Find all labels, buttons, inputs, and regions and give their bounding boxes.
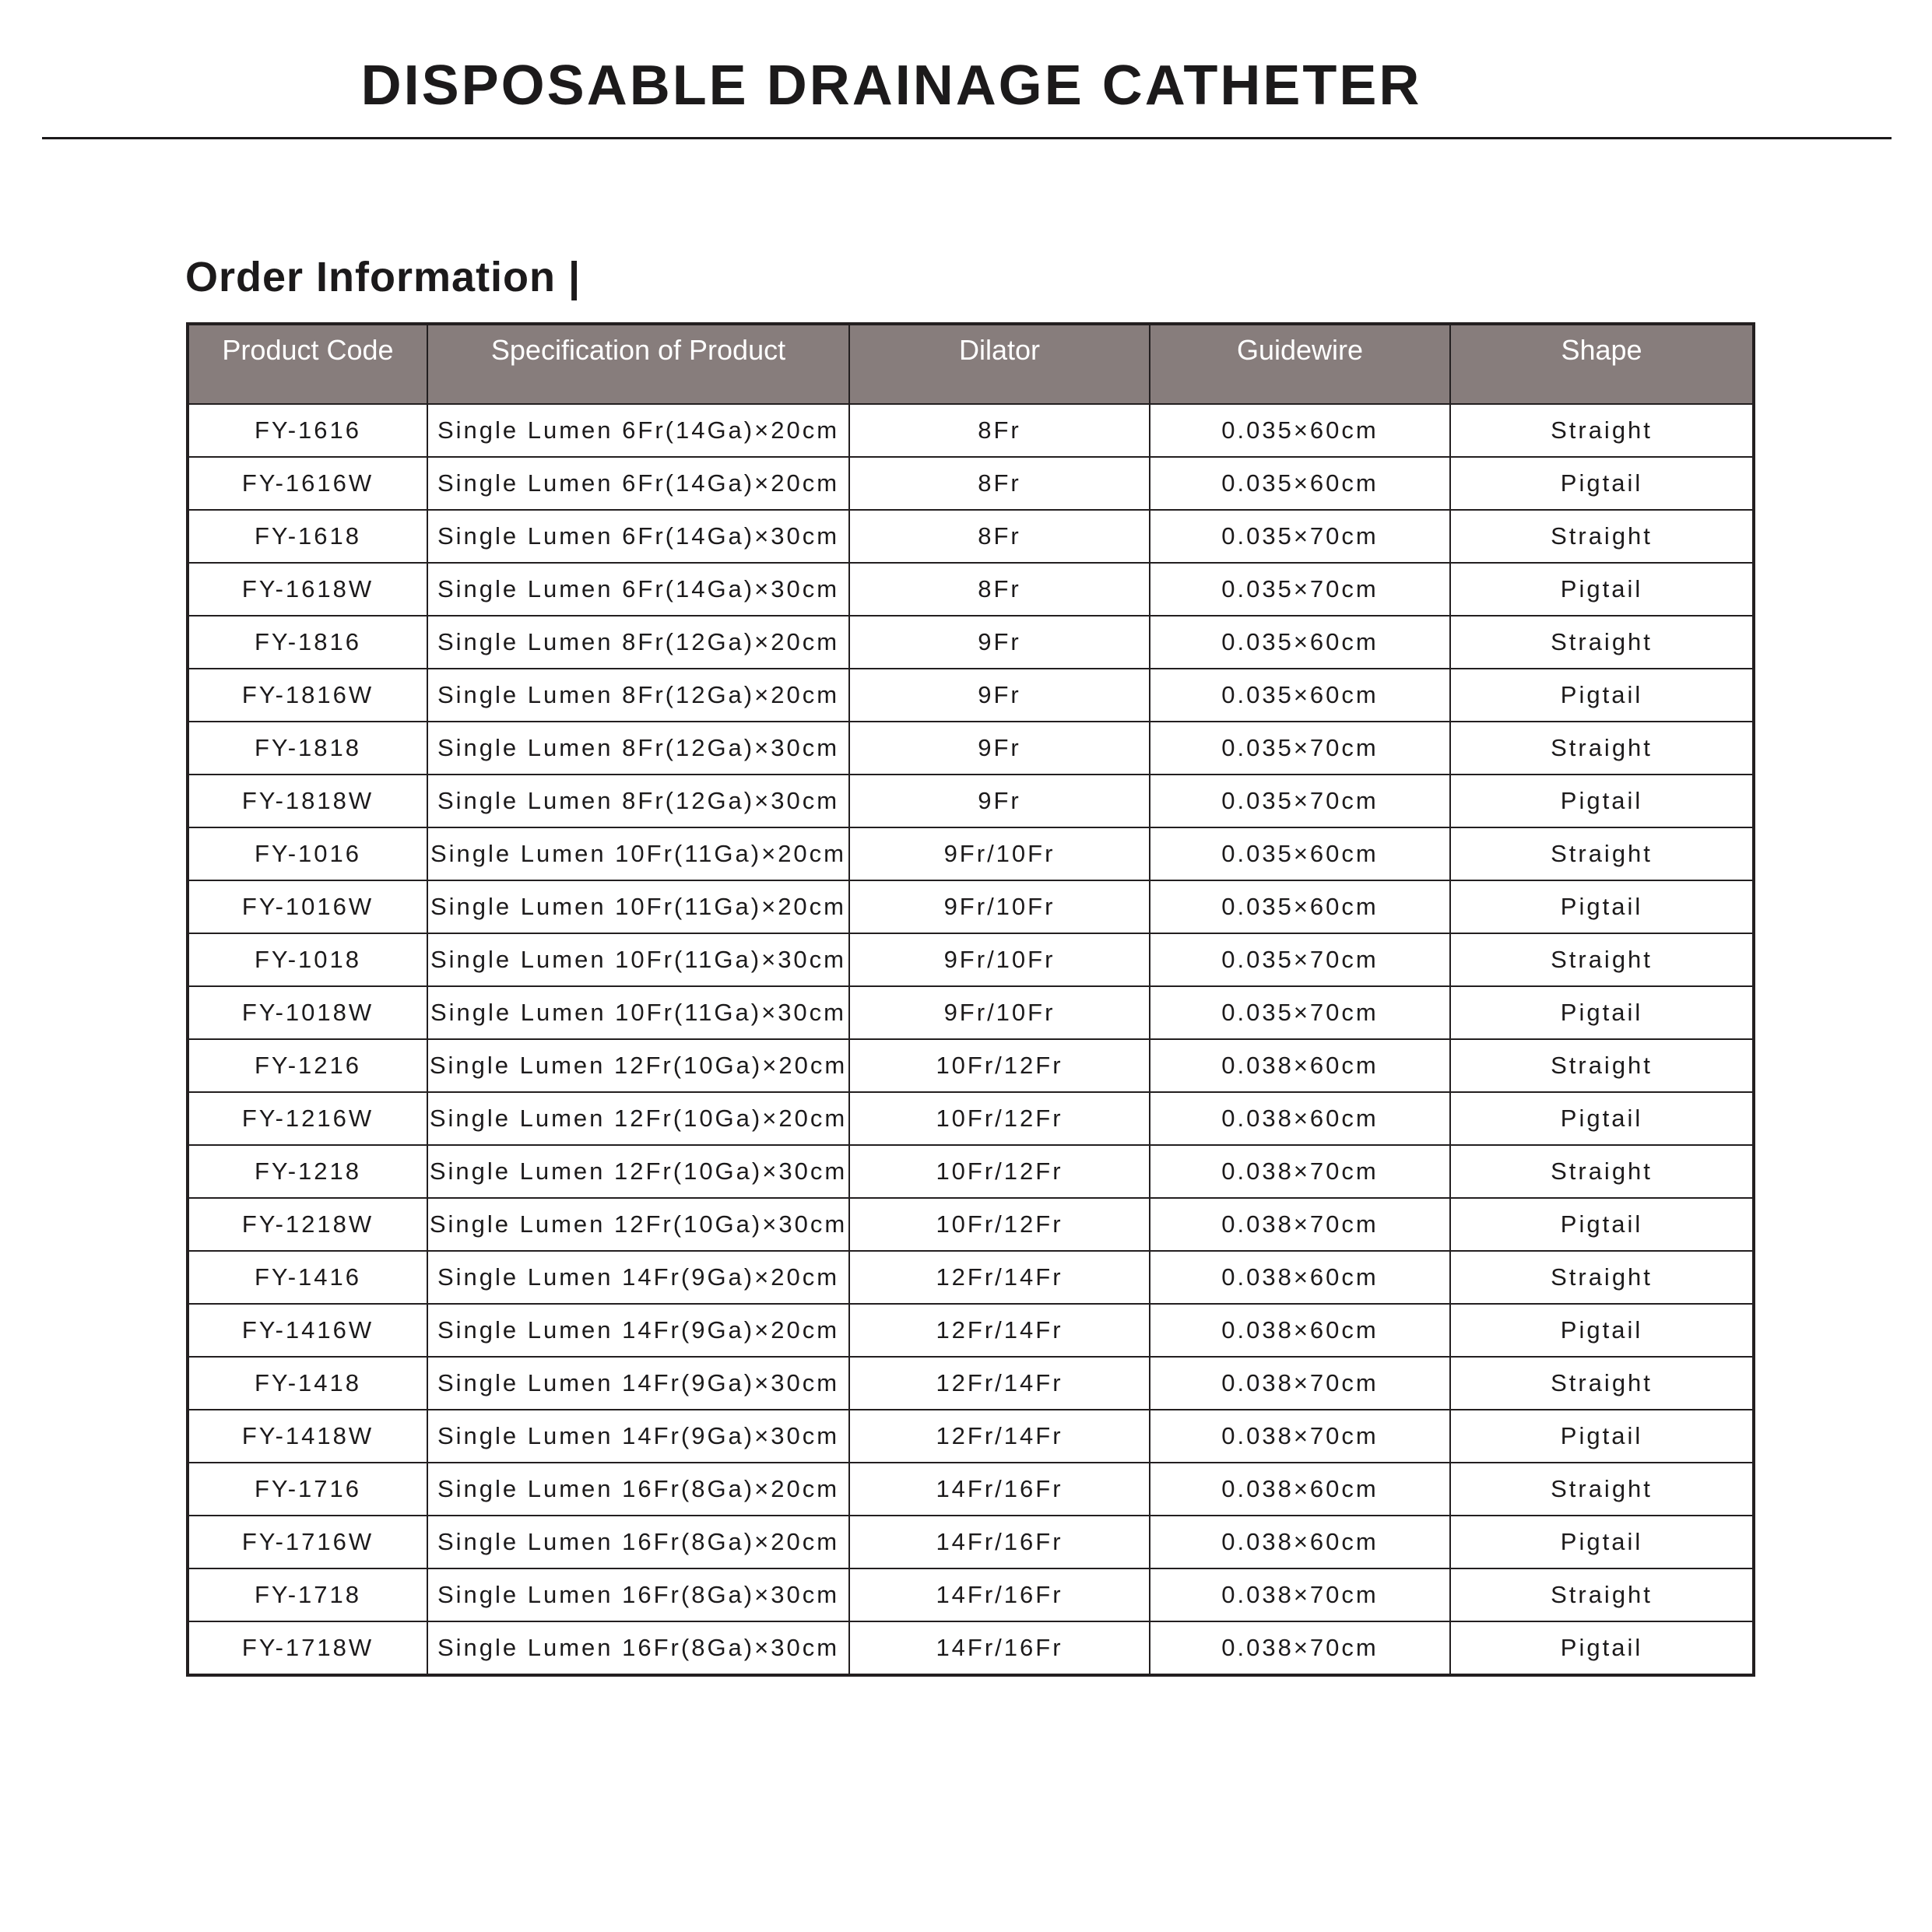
cell-specification: Single Lumen 10Fr(11Ga)×30cm bbox=[427, 986, 849, 1039]
table-row bbox=[188, 616, 1754, 669]
cell-specification: Single Lumen 10Fr(11Ga)×20cm bbox=[427, 827, 849, 880]
cell-guidewire: 0.038×60cm bbox=[1150, 1251, 1450, 1304]
cell-shape: Pigtail bbox=[1450, 1516, 1754, 1568]
cell-specification: Single Lumen 16Fr(8Ga)×30cm bbox=[427, 1621, 849, 1675]
header-shape: Shape bbox=[1450, 324, 1754, 404]
cell-dilator: 8Fr bbox=[849, 457, 1150, 510]
table-body bbox=[188, 404, 1754, 1675]
table-row bbox=[188, 1304, 1754, 1357]
cell-specification: Single Lumen 8Fr(12Ga)×20cm bbox=[427, 616, 849, 669]
cell-dilator: 10Fr/12Fr bbox=[849, 1198, 1150, 1251]
cell-specification: Single Lumen 12Fr(10Ga)×30cm bbox=[427, 1145, 849, 1198]
cell-product-code: FY-1018 bbox=[188, 933, 427, 986]
cell-dilator: 9Fr bbox=[849, 722, 1150, 775]
header-specification: Specification of Product bbox=[427, 324, 849, 404]
table-row bbox=[188, 986, 1754, 1039]
cell-specification: Single Lumen 6Fr(14Ga)×30cm bbox=[427, 563, 849, 616]
cell-guidewire: 0.038×70cm bbox=[1150, 1198, 1450, 1251]
cell-specification: Single Lumen 16Fr(8Ga)×20cm bbox=[427, 1516, 849, 1568]
cell-specification: Single Lumen 14Fr(9Ga)×20cm bbox=[427, 1304, 849, 1357]
cell-dilator: 12Fr/14Fr bbox=[849, 1357, 1150, 1410]
table-row bbox=[188, 1039, 1754, 1092]
cell-shape: Pigtail bbox=[1450, 563, 1754, 616]
table-row bbox=[188, 827, 1754, 880]
cell-guidewire: 0.035×70cm bbox=[1150, 510, 1450, 563]
cell-product-code: FY-1016 bbox=[188, 827, 427, 880]
cell-shape: Pigtail bbox=[1450, 669, 1754, 722]
cell-dilator: 10Fr/12Fr bbox=[849, 1092, 1150, 1145]
cell-dilator: 8Fr bbox=[849, 563, 1150, 616]
cell-dilator: 14Fr/16Fr bbox=[849, 1568, 1150, 1621]
cell-specification: Single Lumen 14Fr(9Ga)×20cm bbox=[427, 1251, 849, 1304]
table-row bbox=[188, 404, 1754, 457]
cell-dilator: 9Fr/10Fr bbox=[849, 827, 1150, 880]
cell-guidewire: 0.038×60cm bbox=[1150, 1039, 1450, 1092]
document-title: DISPOSABLE DRAINAGE CATHETER bbox=[360, 54, 1422, 117]
table-row bbox=[188, 722, 1754, 775]
cell-dilator: 9Fr/10Fr bbox=[849, 880, 1150, 933]
cell-product-code: FY-1016W bbox=[188, 880, 427, 933]
cell-product-code: FY-1218W bbox=[188, 1198, 427, 1251]
cell-specification: Single Lumen 16Fr(8Ga)×30cm bbox=[427, 1568, 849, 1621]
cell-guidewire: 0.038×70cm bbox=[1150, 1568, 1450, 1621]
cell-guidewire: 0.035×60cm bbox=[1150, 616, 1450, 669]
table-row bbox=[188, 510, 1754, 563]
cell-guidewire: 0.038×70cm bbox=[1150, 1410, 1450, 1463]
cell-product-code: FY-1618 bbox=[188, 510, 427, 563]
cell-guidewire: 0.038×60cm bbox=[1150, 1463, 1450, 1516]
cell-specification: Single Lumen 6Fr(14Ga)×30cm bbox=[427, 510, 849, 563]
cell-dilator: 10Fr/12Fr bbox=[849, 1145, 1150, 1198]
cell-product-code: FY-1218 bbox=[188, 1145, 427, 1198]
cell-guidewire: 0.035×70cm bbox=[1150, 563, 1450, 616]
cell-product-code: FY-1816 bbox=[188, 616, 427, 669]
cell-product-code: FY-1416W bbox=[188, 1304, 427, 1357]
header-dilator: Dilator bbox=[849, 324, 1150, 404]
cell-shape: Straight bbox=[1450, 1145, 1754, 1198]
cell-shape: Pigtail bbox=[1450, 457, 1754, 510]
cell-specification: Single Lumen 10Fr(11Ga)×30cm bbox=[427, 933, 849, 986]
cell-shape: Straight bbox=[1450, 933, 1754, 986]
cell-shape: Straight bbox=[1450, 1357, 1754, 1410]
cell-specification: Single Lumen 6Fr(14Ga)×20cm bbox=[427, 457, 849, 510]
table-row bbox=[188, 1251, 1754, 1304]
table-row bbox=[188, 1568, 1754, 1621]
table-row bbox=[188, 563, 1754, 616]
cell-product-code: FY-1716 bbox=[188, 1463, 427, 1516]
table-row bbox=[188, 1198, 1754, 1251]
cell-shape: Straight bbox=[1450, 510, 1754, 563]
cell-shape: Pigtail bbox=[1450, 1621, 1754, 1675]
section-heading: Order Information | bbox=[185, 254, 581, 300]
cell-dilator: 8Fr bbox=[849, 404, 1150, 457]
cell-guidewire: 0.035×60cm bbox=[1150, 404, 1450, 457]
table-header bbox=[188, 324, 1754, 404]
cell-dilator: 14Fr/16Fr bbox=[849, 1516, 1150, 1568]
cell-shape: Straight bbox=[1450, 827, 1754, 880]
cell-product-code: FY-1718W bbox=[188, 1621, 427, 1675]
cell-specification: Single Lumen 8Fr(12Ga)×30cm bbox=[427, 775, 849, 827]
table-row bbox=[188, 933, 1754, 986]
table-row bbox=[188, 1621, 1754, 1675]
cell-specification: Single Lumen 10Fr(11Ga)×20cm bbox=[427, 880, 849, 933]
cell-dilator: 9Fr bbox=[849, 669, 1150, 722]
table-row bbox=[188, 1516, 1754, 1568]
cell-product-code: FY-1818W bbox=[188, 775, 427, 827]
cell-guidewire: 0.035×70cm bbox=[1150, 775, 1450, 827]
cell-specification: Single Lumen 12Fr(10Ga)×20cm bbox=[427, 1039, 849, 1092]
cell-guidewire: 0.035×70cm bbox=[1150, 933, 1450, 986]
cell-shape: Pigtail bbox=[1450, 1304, 1754, 1357]
cell-shape: Pigtail bbox=[1450, 1198, 1754, 1251]
cell-shape: Straight bbox=[1450, 1251, 1754, 1304]
cell-guidewire: 0.035×60cm bbox=[1150, 669, 1450, 722]
cell-product-code: FY-1418W bbox=[188, 1410, 427, 1463]
cell-guidewire: 0.038×70cm bbox=[1150, 1621, 1450, 1675]
header-guidewire: Guidewire bbox=[1150, 324, 1450, 404]
cell-dilator: 12Fr/14Fr bbox=[849, 1251, 1150, 1304]
cell-dilator: 10Fr/12Fr bbox=[849, 1039, 1150, 1092]
table-row bbox=[188, 457, 1754, 510]
cell-guidewire: 0.038×60cm bbox=[1150, 1304, 1450, 1357]
cell-shape: Straight bbox=[1450, 404, 1754, 457]
cell-guidewire: 0.035×60cm bbox=[1150, 827, 1450, 880]
cell-product-code: FY-1416 bbox=[188, 1251, 427, 1304]
cell-dilator: 12Fr/14Fr bbox=[849, 1410, 1150, 1463]
cell-product-code: FY-1716W bbox=[188, 1516, 427, 1568]
cell-shape: Pigtail bbox=[1450, 1410, 1754, 1463]
cell-product-code: FY-1818 bbox=[188, 722, 427, 775]
cell-product-code: FY-1618W bbox=[188, 563, 427, 616]
header-row bbox=[188, 324, 1754, 404]
cell-shape: Pigtail bbox=[1450, 880, 1754, 933]
cell-shape: Straight bbox=[1450, 616, 1754, 669]
cell-shape: Straight bbox=[1450, 1568, 1754, 1621]
header-product-code: Product Code bbox=[188, 324, 427, 404]
cell-guidewire: 0.035×60cm bbox=[1150, 457, 1450, 510]
cell-guidewire: 0.038×70cm bbox=[1150, 1145, 1450, 1198]
cell-guidewire: 0.035×70cm bbox=[1150, 722, 1450, 775]
table-row bbox=[188, 880, 1754, 933]
table-row bbox=[188, 1463, 1754, 1516]
order-information-table bbox=[186, 322, 1755, 1677]
cell-product-code: FY-1216W bbox=[188, 1092, 427, 1145]
cell-product-code: FY-1216 bbox=[188, 1039, 427, 1092]
cell-shape: Pigtail bbox=[1450, 775, 1754, 827]
table-row bbox=[188, 1145, 1754, 1198]
cell-shape: Pigtail bbox=[1450, 1092, 1754, 1145]
table-row bbox=[188, 1410, 1754, 1463]
cell-dilator: 9Fr/10Fr bbox=[849, 933, 1150, 986]
cell-dilator: 9Fr bbox=[849, 616, 1150, 669]
cell-dilator: 8Fr bbox=[849, 510, 1150, 563]
cell-product-code: FY-1018W bbox=[188, 986, 427, 1039]
cell-specification: Single Lumen 14Fr(9Ga)×30cm bbox=[427, 1357, 849, 1410]
cell-product-code: FY-1718 bbox=[188, 1568, 427, 1621]
cell-shape: Pigtail bbox=[1450, 986, 1754, 1039]
cell-shape: Straight bbox=[1450, 1463, 1754, 1516]
cell-specification: Single Lumen 14Fr(9Ga)×30cm bbox=[427, 1410, 849, 1463]
cell-dilator: 9Fr/10Fr bbox=[849, 986, 1150, 1039]
cell-dilator: 9Fr bbox=[849, 775, 1150, 827]
cell-specification: Single Lumen 6Fr(14Ga)×20cm bbox=[427, 404, 849, 457]
cell-product-code: FY-1616 bbox=[188, 404, 427, 457]
title-divider bbox=[42, 137, 1892, 139]
cell-guidewire: 0.038×60cm bbox=[1150, 1516, 1450, 1568]
cell-dilator: 12Fr/14Fr bbox=[849, 1304, 1150, 1357]
cell-specification: Single Lumen 12Fr(10Ga)×30cm bbox=[427, 1198, 849, 1251]
table-row bbox=[188, 669, 1754, 722]
cell-specification: Single Lumen 16Fr(8Ga)×20cm bbox=[427, 1463, 849, 1516]
table-row bbox=[188, 1357, 1754, 1410]
cell-dilator: 14Fr/16Fr bbox=[849, 1621, 1150, 1675]
cell-shape: Straight bbox=[1450, 722, 1754, 775]
cell-product-code: FY-1816W bbox=[188, 669, 427, 722]
cell-specification: Single Lumen 12Fr(10Ga)×20cm bbox=[427, 1092, 849, 1145]
cell-guidewire: 0.035×60cm bbox=[1150, 880, 1450, 933]
table-row bbox=[188, 775, 1754, 827]
cell-guidewire: 0.038×60cm bbox=[1150, 1092, 1450, 1145]
cell-dilator: 14Fr/16Fr bbox=[849, 1463, 1150, 1516]
table-row bbox=[188, 1092, 1754, 1145]
cell-product-code: FY-1418 bbox=[188, 1357, 427, 1410]
cell-specification: Single Lumen 8Fr(12Ga)×20cm bbox=[427, 669, 849, 722]
cell-product-code: FY-1616W bbox=[188, 457, 427, 510]
cell-specification: Single Lumen 8Fr(12Ga)×30cm bbox=[427, 722, 849, 775]
cell-guidewire: 0.038×70cm bbox=[1150, 1357, 1450, 1410]
cell-guidewire: 0.035×70cm bbox=[1150, 986, 1450, 1039]
cell-shape: Straight bbox=[1450, 1039, 1754, 1092]
